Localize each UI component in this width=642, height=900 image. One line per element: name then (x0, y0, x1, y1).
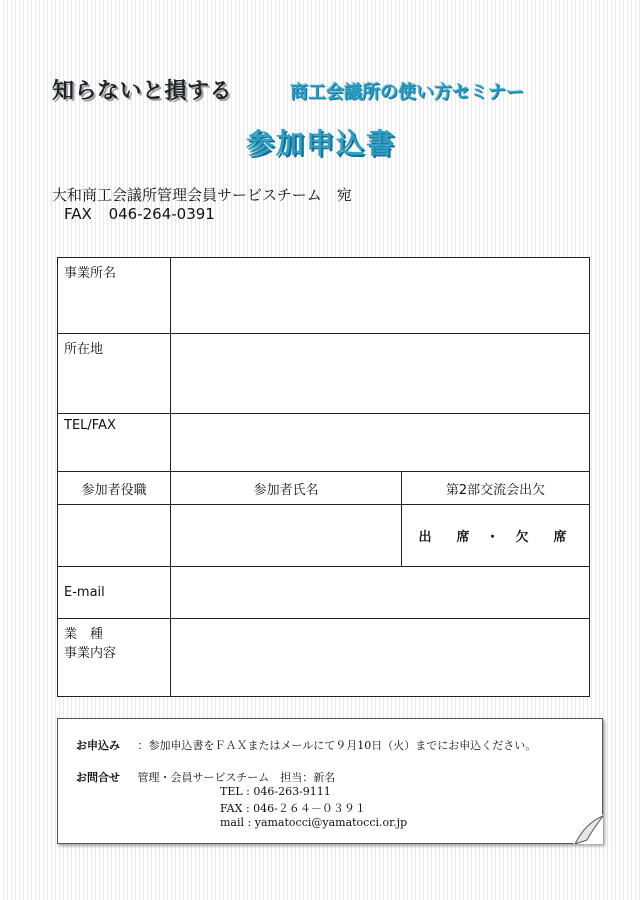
apply-text: ：参加申込書をＦＡＸまたはメールにて９月10日（火）までにお申込ください。 (137, 739, 537, 752)
business-content-label: 事業内容 (64, 646, 117, 661)
seminar-subtitle: 商工会議所の使い方セミナー (290, 82, 524, 103)
industry-label: 業 種 (64, 627, 104, 642)
fax-label: FAX (64, 205, 92, 223)
business-name-field[interactable] (171, 258, 590, 334)
fax-number: 046-264-0391 (108, 205, 215, 223)
address-label: 所在地 (58, 334, 171, 414)
email-field[interactable] (171, 567, 590, 619)
industry-field[interactable] (171, 619, 590, 697)
application-form (57, 257, 590, 697)
business-name-label: 事業所名 (58, 258, 171, 334)
name-header: 参加者氏名 (171, 472, 402, 505)
position-field[interactable] (58, 505, 171, 567)
notice-box (57, 718, 603, 844)
name-field[interactable] (171, 505, 402, 567)
contact-mail: mail : yamatocci@yamatocci.or.jp (220, 816, 408, 829)
page-curl-icon (573, 814, 603, 844)
contact-tel: TEL : 046-263-9111 (220, 785, 331, 798)
attendance-field[interactable] (401, 505, 589, 567)
contact-dept: 管理・会員サービスチーム 担当：新名 (137, 771, 336, 784)
address-field[interactable] (171, 334, 590, 414)
email-label: E-mail (58, 567, 171, 619)
attendance-header: 第2部交流会出欠 (401, 472, 589, 505)
recipient: 大和商工会議所管理会員サービスチーム 宛 (52, 186, 352, 204)
position-header: 参加者役職 (58, 472, 171, 505)
recipient-fax (64, 205, 227, 223)
tel-fax-field[interactable] (171, 414, 590, 472)
contact-fax: FAX : 046-２６４－０３９１ (220, 802, 366, 815)
attendance-options: 出 席 ・ 欠 席 (418, 530, 573, 545)
headline: 知らないと損する (52, 79, 233, 104)
form-title: 参加申込書 (245, 127, 396, 160)
contact-label: お問合せ (76, 771, 120, 784)
tel-fax-label: TEL/FAX (58, 414, 171, 472)
apply-label: お申込み (76, 739, 120, 752)
industry-label-cell (58, 619, 171, 697)
